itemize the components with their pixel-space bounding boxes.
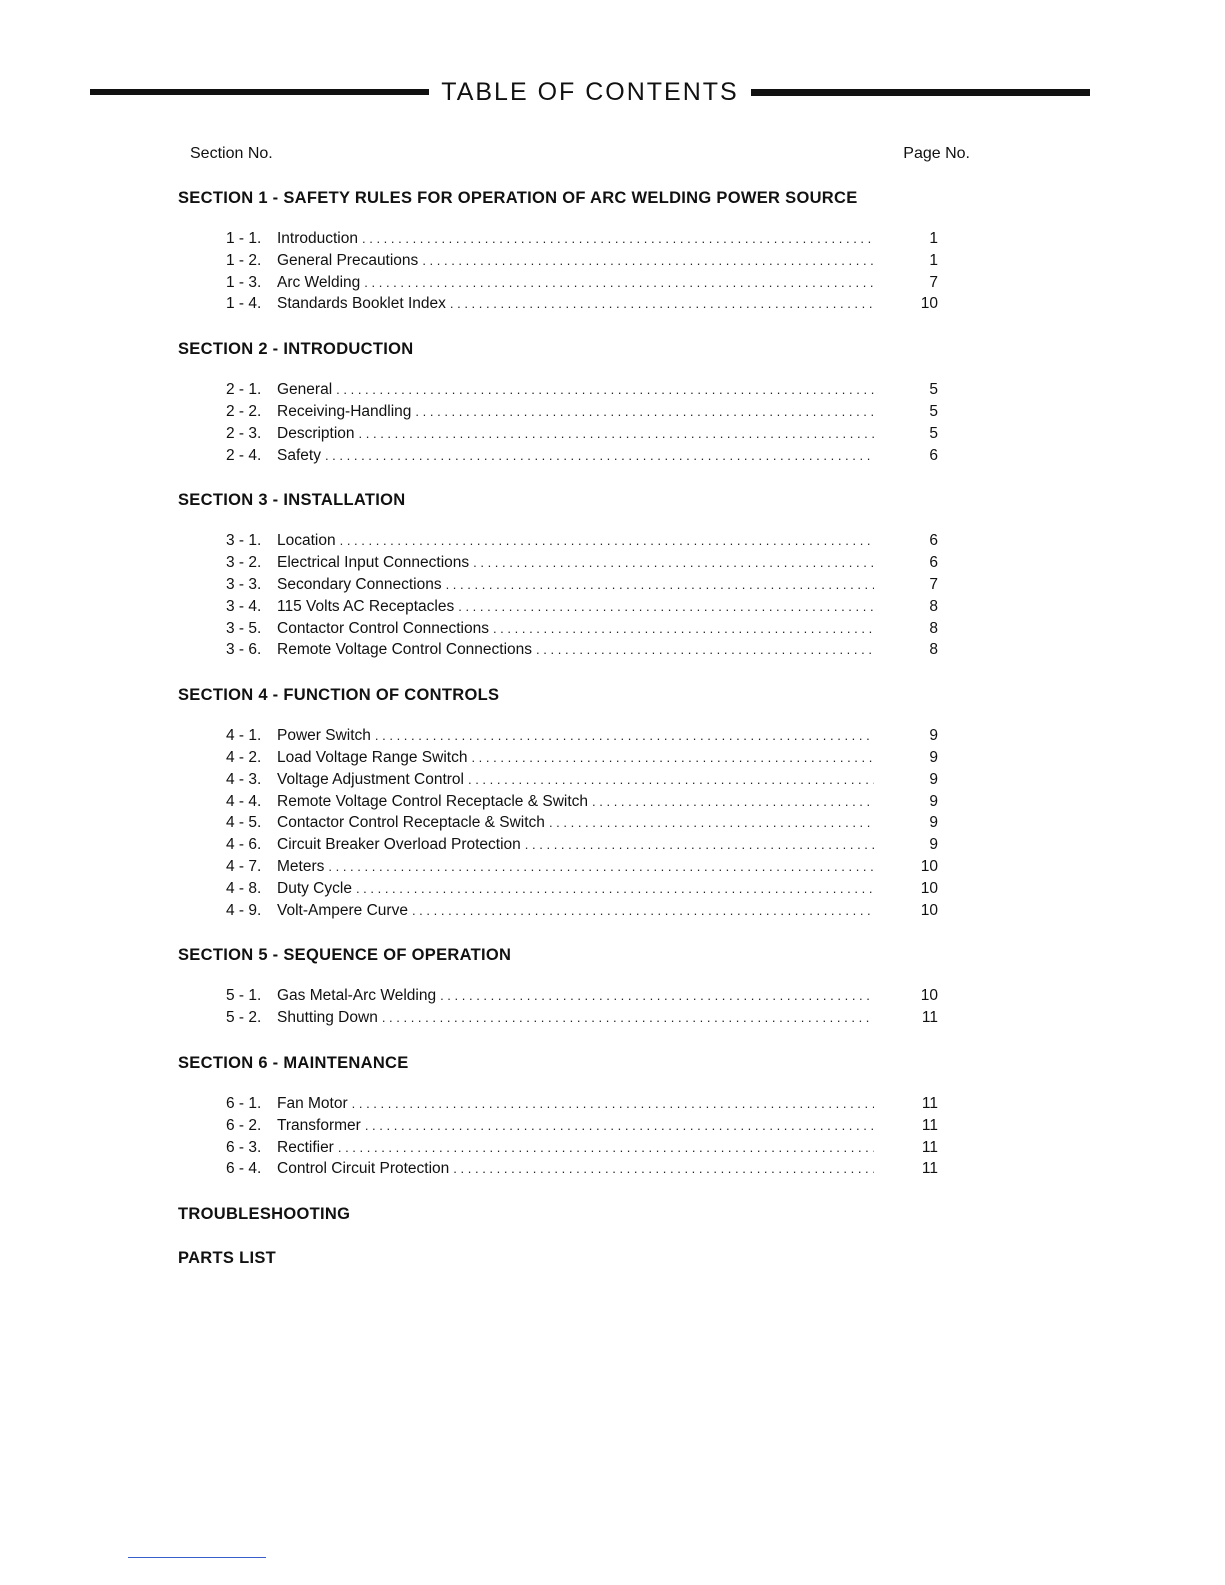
- entry-number: 6 - 2.: [226, 1116, 262, 1134]
- section-entries: [226, 228, 938, 315]
- entry-label: Arc Welding: [277, 273, 361, 291]
- toc-entry: [226, 445, 938, 467]
- dot-leader: [362, 228, 874, 250]
- entry-label: Meters: [277, 857, 325, 875]
- entry-label: Description: [277, 424, 355, 442]
- entry-number: 2 - 1.: [226, 381, 262, 399]
- entry-label: Safety: [277, 446, 321, 464]
- toc-entry: [226, 618, 938, 640]
- dot-leader: [365, 1115, 874, 1137]
- title-rule-left: [90, 89, 429, 95]
- entry-label: Volt-Ampere Curve: [277, 901, 408, 919]
- dot-leader: [536, 639, 874, 661]
- toc-entry: [226, 791, 938, 813]
- entry-page-number: 6: [929, 446, 938, 464]
- dot-leader: [382, 1007, 874, 1029]
- toc-entry: [226, 1137, 938, 1159]
- entry-number: 1 - 3.: [226, 273, 262, 291]
- section-title: SECTION 5 - SEQUENCE OF OPERATION: [178, 946, 512, 965]
- entry-page-number: 5: [929, 424, 938, 442]
- toc-section: [178, 1246, 938, 1270]
- entry-page-number: 8: [929, 619, 938, 637]
- toc-entry: [226, 747, 938, 769]
- entry-number: 2 - 4.: [226, 446, 262, 464]
- toc-section: [178, 943, 938, 1029]
- section-number-header: Section No.: [190, 145, 273, 162]
- entry-label: Electrical Input Connections: [277, 554, 470, 572]
- entry-label: Remote Voltage Control Connections: [277, 641, 533, 659]
- entry-page-number: 10: [920, 857, 938, 875]
- entry-number: 5 - 2.: [226, 1009, 262, 1027]
- bottom-edge-mark: [128, 1557, 266, 1558]
- entry-label: Power Switch: [277, 727, 371, 745]
- dot-leader: [592, 791, 874, 813]
- toc-entry: [226, 639, 938, 661]
- dot-leader: [338, 1137, 874, 1159]
- entry-number: 1 - 4.: [226, 295, 262, 313]
- entry-number: 3 - 2.: [226, 554, 262, 572]
- dot-leader: [549, 812, 874, 834]
- toc-entry: [226, 1093, 938, 1115]
- entry-page-number: 1: [929, 251, 938, 269]
- entry-label: Contactor Control Receptacle & Switch: [277, 814, 545, 832]
- section-entries: [226, 725, 938, 921]
- section-entries: [226, 1093, 938, 1180]
- section-entries: [226, 985, 938, 1029]
- toc-entry: [226, 596, 938, 618]
- entry-number: 6 - 4.: [226, 1160, 262, 1178]
- section-title: SECTION 2 - INTRODUCTION: [178, 340, 414, 359]
- page-title: TABLE OF CONTENTS: [441, 77, 739, 106]
- dot-leader: [468, 769, 874, 791]
- entry-page-number: 6: [929, 532, 938, 550]
- dot-leader: [359, 423, 874, 445]
- entry-number: 6 - 1.: [226, 1094, 262, 1112]
- dot-leader: [525, 834, 874, 856]
- toc-entry: [226, 1007, 938, 1029]
- entry-label: Rectifier: [277, 1138, 334, 1156]
- page-number-header: Page No.: [903, 145, 970, 162]
- dot-leader: [375, 725, 874, 747]
- entry-label: Control Circuit Protection: [277, 1160, 450, 1178]
- entry-label: Standards Booklet Index: [277, 295, 446, 313]
- toc-entry: [226, 228, 938, 250]
- dot-leader: [364, 272, 874, 294]
- entry-label: General: [277, 381, 333, 399]
- entry-number: 4 - 8.: [226, 879, 262, 897]
- toc-entry: [226, 769, 938, 791]
- entry-page-number: 10: [920, 987, 938, 1005]
- toc-entry: [226, 834, 938, 856]
- toc-entry: [226, 900, 938, 922]
- dot-leader: [328, 856, 874, 878]
- entry-page-number: 11: [921, 1009, 938, 1027]
- entry-label: Location: [277, 532, 336, 550]
- toc-entry: [226, 401, 938, 423]
- entry-number: 5 - 1.: [226, 987, 262, 1005]
- toc-entry: [226, 878, 938, 900]
- toc-entry: [226, 725, 938, 747]
- section-entries: [226, 530, 938, 661]
- entry-page-number: 9: [929, 770, 938, 788]
- dot-leader: [471, 747, 874, 769]
- entry-number: 4 - 7.: [226, 857, 262, 875]
- entry-number: 4 - 2.: [226, 748, 262, 766]
- dot-leader: [453, 1158, 874, 1180]
- entry-page-number: 7: [929, 575, 938, 593]
- entry-number: 3 - 3.: [226, 575, 262, 593]
- entry-page-number: 5: [929, 402, 938, 420]
- entry-page-number: 9: [929, 792, 938, 810]
- title-rule-right: [751, 89, 1090, 96]
- section-title: TROUBLESHOOTING: [178, 1205, 351, 1224]
- dot-leader: [352, 1093, 874, 1115]
- table-of-contents: [178, 186, 938, 1290]
- entry-page-number: 9: [929, 727, 938, 745]
- toc-entry: [226, 574, 938, 596]
- section-title: SECTION 6 - MAINTENANCE: [178, 1053, 409, 1072]
- toc-section: [178, 488, 938, 661]
- entry-label: Introduction: [277, 230, 358, 247]
- dot-leader: [446, 574, 874, 596]
- toc-entry: [226, 379, 938, 401]
- toc-section: [178, 186, 938, 315]
- dot-leader: [458, 596, 874, 618]
- entry-number: 2 - 3.: [226, 424, 262, 442]
- entry-number: 4 - 3.: [226, 770, 262, 788]
- entry-label: General Precautions: [277, 251, 419, 269]
- entry-number: 6 - 3.: [226, 1138, 262, 1156]
- toc-entry: [226, 856, 938, 878]
- entry-label: Secondary Connections: [277, 575, 442, 593]
- dot-leader: [325, 445, 874, 467]
- section-title: PARTS LIST: [178, 1249, 277, 1268]
- dot-leader: [493, 618, 874, 640]
- toc-entry: [226, 985, 938, 1007]
- entry-label: Transformer: [277, 1116, 361, 1134]
- entry-page-number: 8: [929, 597, 938, 615]
- toc-entry: [226, 250, 938, 272]
- entry-number: 3 - 4.: [226, 597, 262, 615]
- dot-leader: [412, 900, 874, 922]
- entry-page-number: 9: [929, 836, 938, 854]
- entry-number: 4 - 5.: [226, 814, 262, 832]
- entry-number: 3 - 6.: [226, 641, 262, 659]
- entry-page-number: 10: [920, 901, 938, 919]
- toc-entry: [226, 1158, 938, 1180]
- entry-label: Fan Motor: [277, 1094, 348, 1112]
- entry-page-number: 11: [921, 1160, 938, 1178]
- entry-label: Remote Voltage Control Receptacle & Switch: [277, 792, 589, 810]
- dot-leader: [440, 985, 874, 1007]
- entry-number: 4 - 6.: [226, 836, 262, 854]
- entry-number: 4 - 4.: [226, 792, 262, 810]
- entry-number: 4 - 1.: [226, 727, 262, 745]
- dot-leader: [340, 530, 874, 552]
- dot-leader: [415, 401, 874, 423]
- dot-leader: [356, 878, 874, 900]
- section-title: SECTION 1 - SAFETY RULES FOR OPERATION OF ARC WELDING POWER SOURCE: [178, 189, 858, 207]
- dot-leader: [473, 552, 874, 574]
- entry-page-number: 6: [929, 554, 938, 572]
- toc-entry: [226, 552, 938, 574]
- entry-number: 3 - 1.: [226, 532, 262, 550]
- entry-page-number: 11: [921, 1094, 938, 1112]
- toc-entry: [226, 293, 938, 315]
- toc-entry: [226, 423, 938, 445]
- entry-number: 4 - 9.: [226, 901, 262, 919]
- entry-label: Receiving-Handling: [277, 402, 412, 420]
- section-title: SECTION 3 - INSTALLATION: [178, 491, 406, 510]
- entry-number: 3 - 5.: [226, 619, 262, 637]
- entry-page-number: 11: [921, 1138, 938, 1156]
- entry-label: 115 Volts AC Receptacles: [277, 597, 455, 615]
- column-headers: [190, 145, 970, 163]
- entry-page-number: 9: [929, 748, 938, 766]
- toc-section: [178, 683, 938, 921]
- entry-page-number: 8: [929, 641, 938, 659]
- entry-label: Voltage Adjustment Control: [277, 770, 464, 788]
- entry-label: Contactor Control Connections: [277, 619, 489, 637]
- title-bar: [90, 72, 1090, 112]
- entry-page-number: 5: [929, 381, 938, 399]
- dot-leader: [422, 250, 874, 272]
- entry-page-number: 7: [929, 273, 938, 291]
- entry-label: Gas Metal-Arc Welding: [277, 987, 437, 1005]
- entry-page-number: 11: [921, 1116, 938, 1134]
- toc-section: [178, 1051, 938, 1180]
- dot-leader: [450, 293, 874, 315]
- section-entries: [226, 379, 938, 466]
- entry-label: Shutting Down: [277, 1009, 378, 1027]
- toc-entry: [226, 530, 938, 552]
- section-title: SECTION 4 - FUNCTION OF CONTROLS: [178, 686, 500, 705]
- toc-section: [178, 337, 938, 466]
- toc-entry: [226, 1115, 938, 1137]
- entry-label: Circuit Breaker Overload Protection: [277, 836, 521, 854]
- entry-page-number: 1: [929, 230, 938, 247]
- dot-leader: [336, 379, 874, 401]
- toc-entry: [226, 272, 938, 294]
- entry-number: 1 - 1.: [226, 230, 262, 247]
- entry-page-number: 9: [929, 814, 938, 832]
- toc-section: [178, 1202, 938, 1226]
- entry-number: 2 - 2.: [226, 402, 262, 420]
- entry-page-number: 10: [920, 879, 938, 897]
- entry-number: 1 - 2.: [226, 251, 262, 269]
- toc-entry: [226, 812, 938, 834]
- entry-label: Duty Cycle: [277, 879, 352, 897]
- entry-label: Load Voltage Range Switch: [277, 748, 468, 766]
- entry-page-number: 10: [920, 295, 938, 313]
